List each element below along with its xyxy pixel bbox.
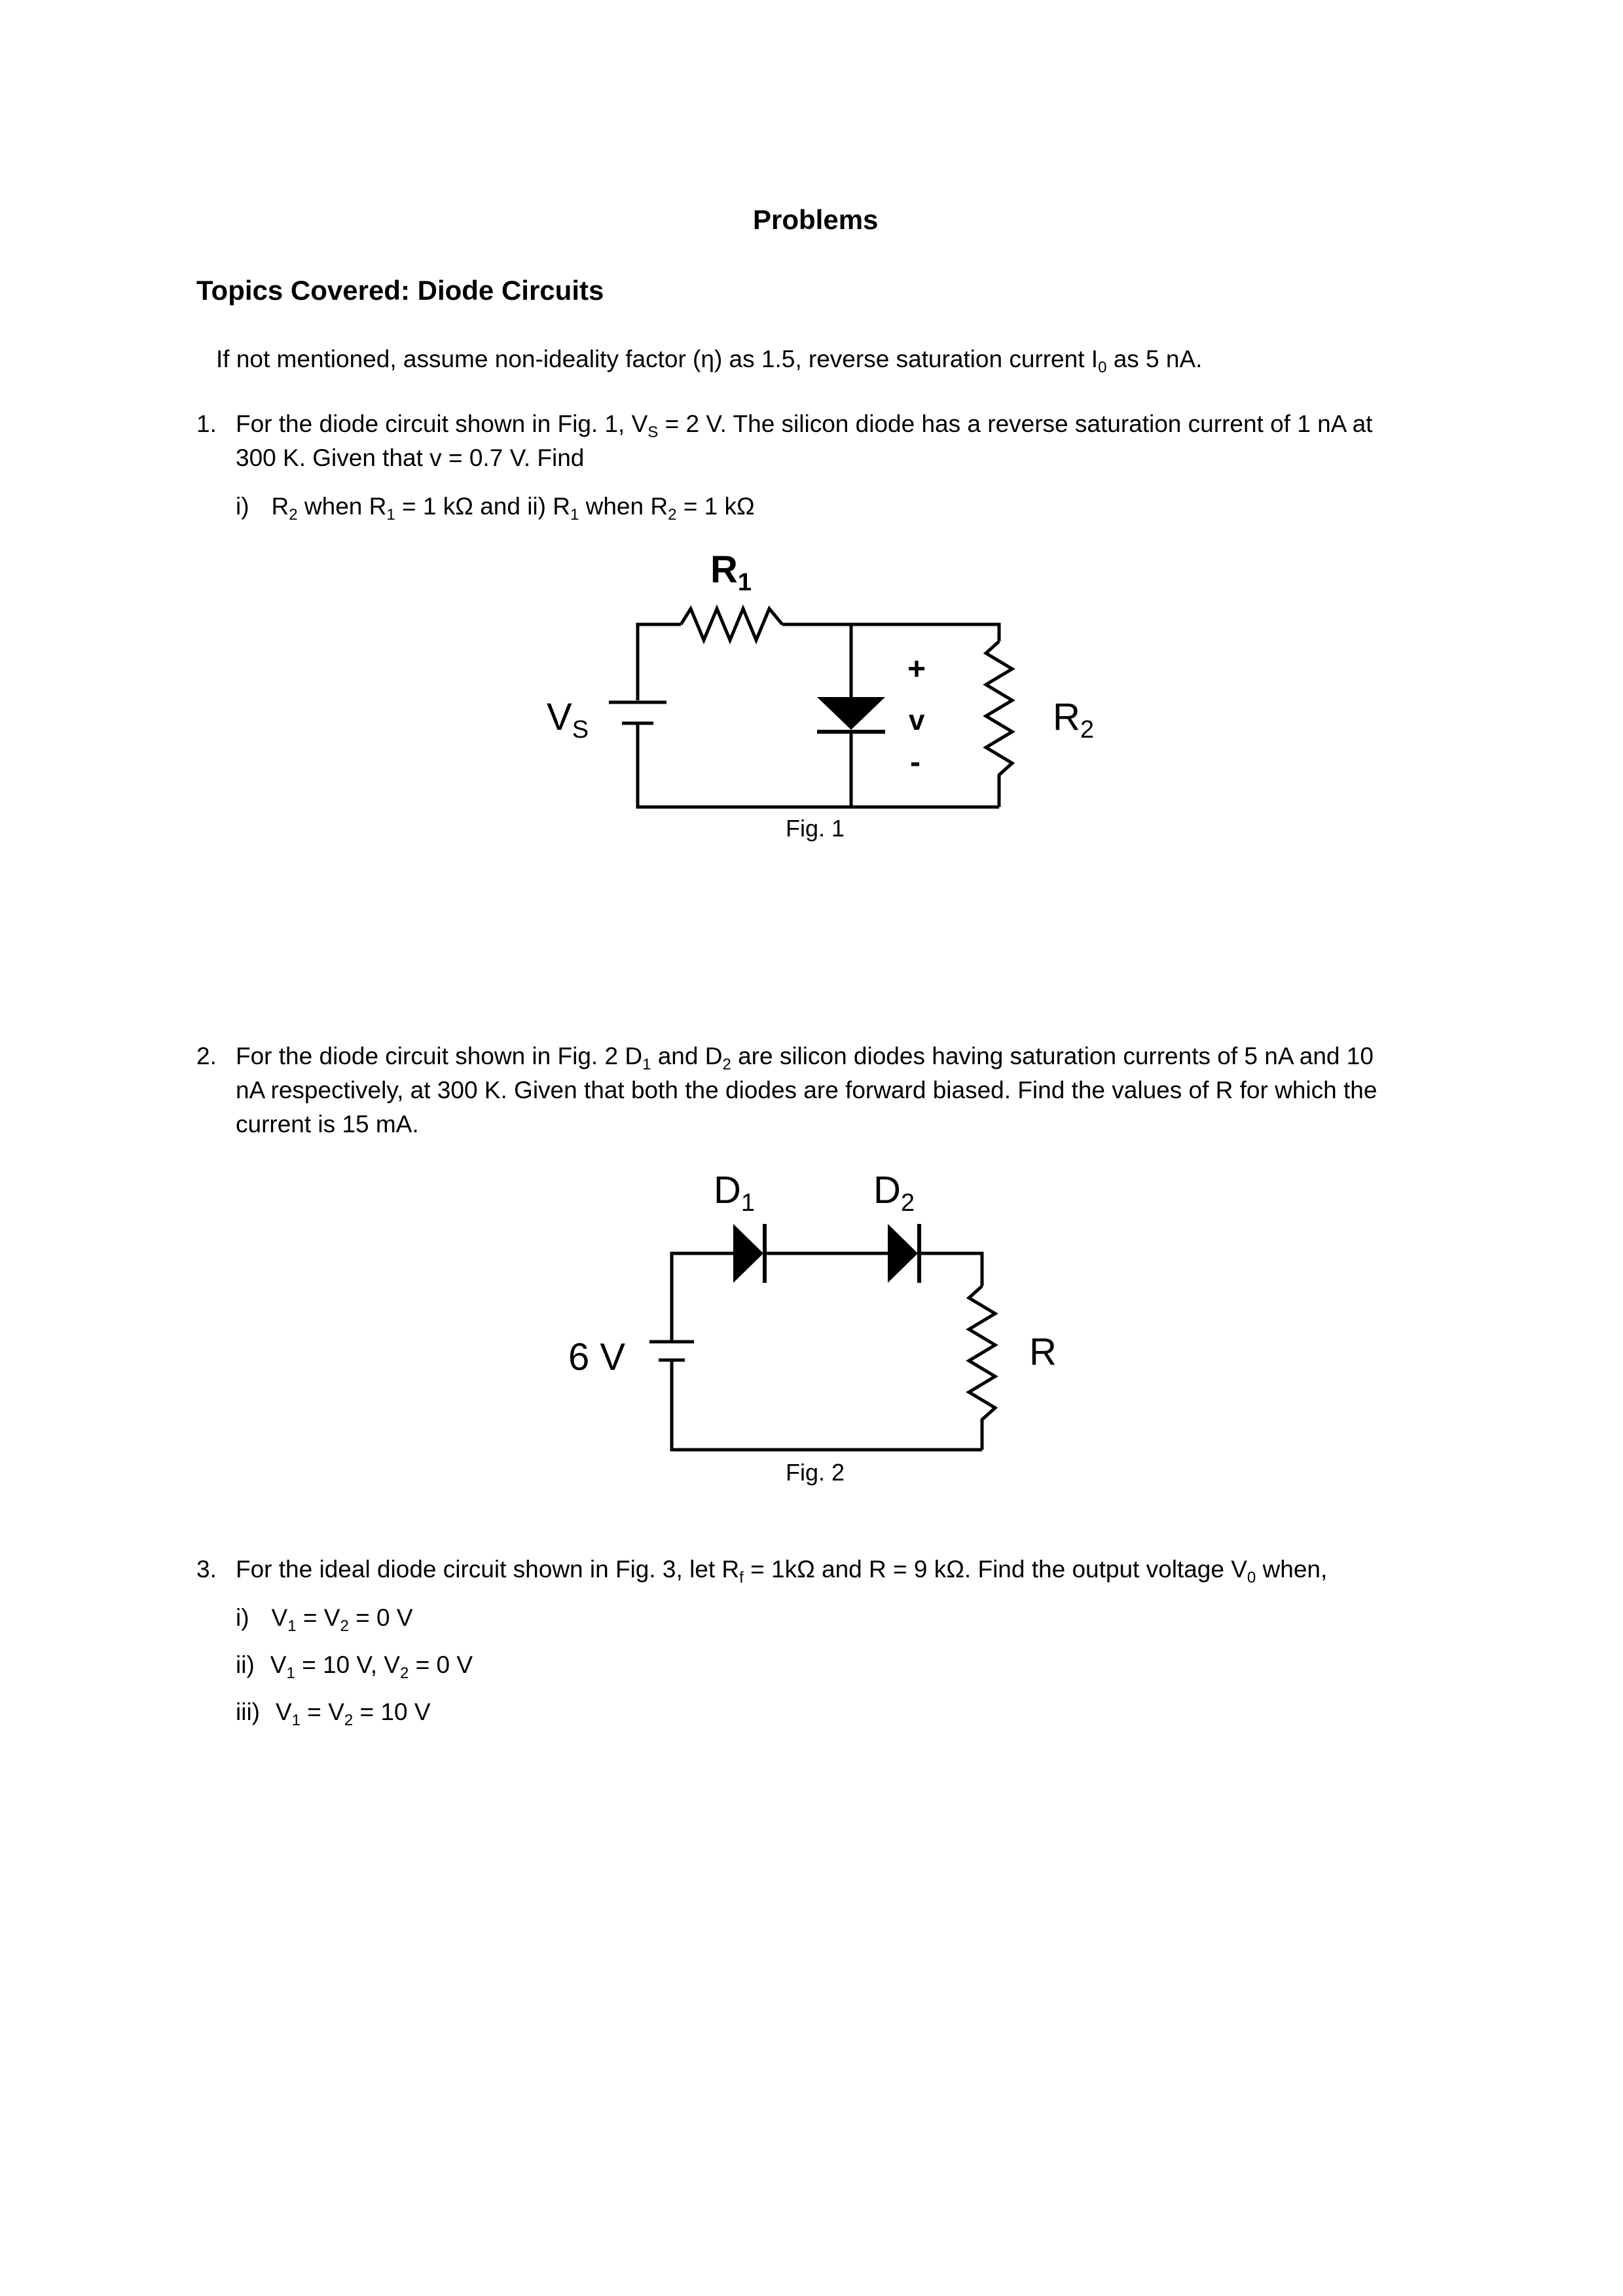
fig2-label-d1: $D_1$ — [714, 1169, 756, 1217]
fig2-label-r: R — [1029, 1331, 1057, 1373]
p1-part-sub-b: 1 — [386, 506, 395, 524]
case-3-a: V — [275, 1698, 292, 1725]
fig1-label-minus: - — [910, 745, 921, 780]
case-3-c: = 10 V — [353, 1698, 431, 1725]
case-2-b: = 10 V, V — [295, 1651, 400, 1678]
problem-2-sub-b: 2 — [722, 1056, 731, 1073]
problem-2-sub-a: 1 — [642, 1056, 651, 1073]
fig2-diode-d1-triangle — [733, 1224, 763, 1283]
topic-heading: Topics Covered: Diode Circuits — [196, 275, 604, 306]
problem-2-text-line3: current is 15 mA. — [236, 1111, 419, 1138]
problem-1-text-line2: 300 K. Given that v = 0.7 V. Find — [236, 444, 585, 471]
problem-3-sub-b: 0 — [1247, 1569, 1256, 1587]
case-2-a: V — [270, 1651, 287, 1678]
problem-1-part-label: i) — [236, 493, 249, 520]
problem-2-text-a: For the diode circuit shown in Fig. 2 D — [236, 1043, 643, 1069]
case-1-a: V — [271, 1604, 288, 1631]
problem-1-sub: S — [647, 423, 659, 441]
p1-part-e: = 1 kΩ — [676, 493, 755, 520]
p1-part-c: = 1 kΩ and ii) R — [395, 493, 570, 520]
problem-3-text-c: when, — [1256, 1556, 1328, 1583]
fig2-resistor-r — [969, 1286, 995, 1450]
problem-3-case-3 — [236, 1695, 431, 1729]
case-2-s1: 1 — [286, 1664, 295, 1682]
fig2-caption: Fig. 2 — [786, 1459, 845, 1486]
fig2-wire-bottom — [672, 1365, 982, 1450]
fig1-label-r1: $R_1$ — [710, 548, 752, 596]
fig1-label-vs: $V_S$ — [547, 696, 589, 744]
problem-1-text-b: = 2 V. The silicon diode has a reverse saturation current of 1 nA at — [658, 410, 1373, 437]
fig2-wire-left-top — [672, 1253, 733, 1340]
case-2-label: ii) — [236, 1651, 255, 1678]
fig2-diode-d2-triangle — [888, 1224, 918, 1283]
problem-1-text-a: For the diode circuit shown in Fig. 1, V — [236, 410, 648, 437]
problem-3-case-1 — [236, 1601, 413, 1635]
case-1-s1: 1 — [287, 1617, 297, 1635]
problem-3-number: 3. — [196, 1556, 217, 1583]
p1-part-b: when R — [297, 493, 387, 520]
fig1-label-plus: + — [907, 652, 926, 687]
case-3-s2: 2 — [344, 1712, 354, 1729]
case-2-c: = 0 V — [409, 1651, 473, 1678]
note-text-a: If not mentioned, assume non-ideality factor (η) as 1.5, reverse saturation current I — [216, 346, 1099, 372]
case-3-label: iii) — [236, 1698, 260, 1725]
problem-1-number: 1. — [196, 410, 217, 437]
problem-3-text — [236, 1552, 1327, 1587]
case-2-s2: 2 — [399, 1664, 409, 1682]
problem-2-text-c: are silicon diodes having saturation currents of 5 nA and 10 — [731, 1043, 1374, 1069]
case-1-b: = V — [296, 1604, 340, 1631]
problem-3-sub-a: f — [739, 1569, 744, 1587]
problem-3-text-a: For the ideal diode circuit shown in Fig. 3, let R — [236, 1556, 740, 1583]
case-3-s1: 1 — [291, 1712, 301, 1729]
problem-2-text-line2: nA respectively, at 300 K. Given that both the diodes are forward biased. Find the values of R for which the — [236, 1077, 1377, 1103]
fig1-label-v: v — [909, 704, 925, 736]
p1-part-a: R — [271, 493, 289, 520]
p1-part-sub-c: 1 — [570, 506, 579, 524]
case-3-b: = V — [301, 1698, 344, 1725]
p1-part-d: when R — [579, 493, 668, 520]
note-sub: 0 — [1098, 359, 1107, 376]
p1-part-sub-d: 2 — [668, 506, 677, 524]
note-text-b: as 5 nA. — [1106, 346, 1203, 372]
fig2-label-source: 6 V — [568, 1336, 626, 1378]
problem-3-case-2 — [236, 1648, 473, 1682]
fig2-wire-d2-out — [919, 1253, 982, 1286]
problem-2-number: 2. — [196, 1043, 217, 1069]
problem-3-text-b: = 1kΩ and R = 9 kΩ. Find the output voltage V — [743, 1556, 1247, 1583]
problem-2-text-b: and D — [651, 1043, 723, 1069]
p1-part-sub-a: 2 — [289, 506, 298, 524]
case-1-s2: 2 — [340, 1617, 349, 1635]
page-title: Problems — [753, 204, 879, 235]
fig2-label-d2: $D_2$ — [873, 1169, 915, 1217]
case-1-label: i) — [236, 1604, 249, 1631]
fig1-caption: Fig. 1 — [786, 815, 845, 842]
fig1-label-r2: $R_2$ — [1053, 696, 1095, 744]
case-1-c: = 0 V — [348, 1604, 413, 1631]
